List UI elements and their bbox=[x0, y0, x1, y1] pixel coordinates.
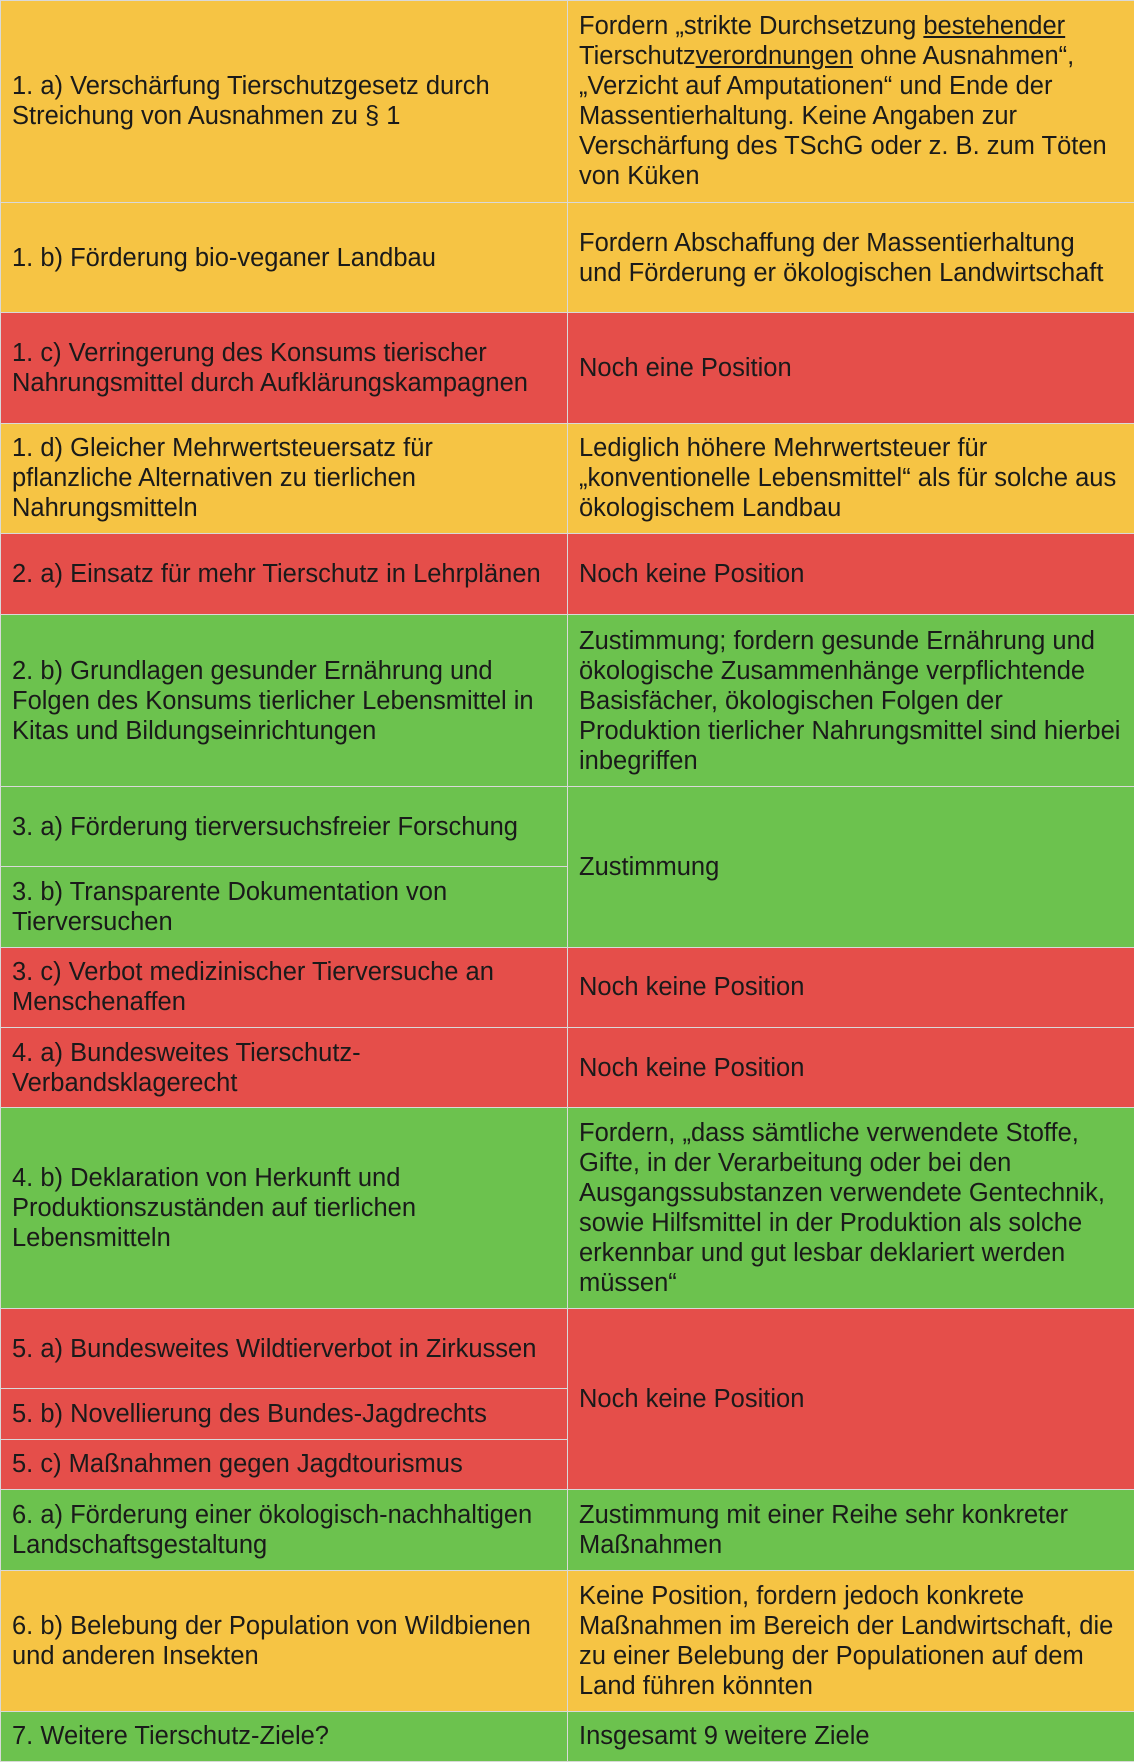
position-cell-4a: Noch keine Position bbox=[568, 1028, 1134, 1108]
goal-cell-6a: 6. a) Förderung einer ökologisch-nachhaltigen Landschaftsgestaltung bbox=[1, 1489, 568, 1570]
position-cell-7: Insgesamt 9 weitere Ziele bbox=[568, 1711, 1134, 1761]
goal-cell-3c: 3. c) Verbot medizinischer Tierversuche an Menschenaffen bbox=[1, 947, 568, 1027]
table-row bbox=[1, 615, 1134, 787]
position-cell-2a: Noch keine Position bbox=[568, 534, 1134, 615]
table-row bbox=[1, 1108, 1134, 1309]
goal-cell-2b: 2. b) Grundlagen gesunder Ernährung und Folgen des Konsums tierlicher Lebensmittel in Kitas und Bildungseinrichtungen bbox=[1, 615, 568, 787]
position-cell-5abc: Noch keine Position bbox=[568, 1309, 1134, 1490]
goal-cell-5a: 5. a) Bundesweites Wildtierverbot in Zirkussen bbox=[1, 1309, 568, 1389]
position-cell-4b: Fordern, „dass sämtliche verwendete Stoffe, Gifte, in der Verarbeitung oder bei den Ausgangssubstanzen verwendete Gentechnik, sowie Hilfsmittel in der Produktion als solche erkennbar und gut lesbar deklariert werden müssen“ bbox=[568, 1108, 1134, 1309]
goal-cell-1d: 1. d) Gleicher Mehrwertsteuersatz für pflanzliche Alternativen zu tierlichen Nahrungsmitteln bbox=[1, 423, 568, 533]
goal-cell-6b: 6. b) Belebung der Population von Wildbienen und anderen Insekten bbox=[1, 1571, 568, 1712]
goal-cell-3a: 3. a) Förderung tierversuchsfreier Forschung bbox=[1, 787, 568, 867]
position-cell-6b: Keine Position, fordern jedoch konkrete Maßnahmen im Bereich der Landwirtschaft, die zu einer Belebung der Populationen auf dem Land führen könnten bbox=[568, 1571, 1134, 1712]
goal-cell-3b: 3. b) Transparente Dokumentation von Tierversuchen bbox=[1, 867, 568, 947]
goal-cell-5c: 5. c) Maßnahmen gegen Jagdtourismus bbox=[1, 1439, 568, 1489]
position-cell-1a bbox=[568, 1, 1134, 203]
table-row bbox=[1, 1, 1134, 203]
table-row bbox=[1, 423, 1134, 533]
goal-cell-4a: 4. a) Bundesweites Tierschutz-Verbandsklagerecht bbox=[1, 1028, 568, 1108]
table-row bbox=[1, 313, 1134, 423]
table-row bbox=[1, 1028, 1134, 1108]
table-row bbox=[1, 1711, 1134, 1761]
position-cell-3c: Noch keine Position bbox=[568, 947, 1134, 1027]
table-row bbox=[1, 787, 1134, 867]
table-row bbox=[1, 1489, 1134, 1570]
table-row bbox=[1, 202, 1134, 312]
position-cell-2b: Zustimmung; fordern gesunde Ernährung und ökologische Zusammenhänge verpflichtende Basisfächer, ökologischen Folgen der Produktion tierlicher Nahrungsmittel sind hierbei inbegriffen bbox=[568, 615, 1134, 787]
table-row bbox=[1, 1309, 1134, 1389]
goal-cell-5b: 5. b) Novellierung des Bundes-Jagdrechts bbox=[1, 1389, 568, 1439]
goal-cell-7: 7. Weitere Tierschutz-Ziele? bbox=[1, 1711, 568, 1761]
position-cell-6a: Zustimmung mit einer Reihe sehr konkreter Maßnahmen bbox=[568, 1489, 1134, 1570]
position-text: Tierschutz bbox=[579, 42, 696, 71]
goal-cell-1b: 1. b) Förderung bio-veganer Landbau bbox=[1, 202, 568, 312]
underlined-text: verordnungen bbox=[695, 42, 854, 71]
table-row bbox=[1, 534, 1134, 615]
table-row bbox=[1, 1571, 1134, 1712]
goal-cell-1c: 1. c) Verringerung des Konsums tierischer Nahrungsmittel durch Aufklärungskampagnen bbox=[1, 313, 568, 423]
goal-cell-2a: 2. a) Einsatz für mehr Tierschutz in Lehrplänen bbox=[1, 534, 568, 615]
position-cell-1d: Lediglich höhere Mehrwertsteuer für „konventionelle Lebensmittel“ als für solche aus ökologischem Landbau bbox=[568, 423, 1134, 533]
position-cell-1c: Noch eine Position bbox=[568, 313, 1134, 423]
goal-cell-4b: 4. b) Deklaration von Herkunft und Produktionszuständen auf tierlichen Lebensmitteln bbox=[1, 1108, 568, 1309]
goal-cell-1a: 1. a) Verschärfung Tierschutzgesetz durch Streichung von Ausnahmen zu § 1 bbox=[1, 1, 568, 203]
position-text: Fordern „strikte Durchsetzung bbox=[579, 12, 924, 41]
position-cell-1b: Fordern Abschaffung der Massentierhaltung und Förderung er ökologischen Landwirtschaft bbox=[568, 202, 1134, 312]
table-row bbox=[1, 947, 1134, 1027]
position-text: ohne Ausnahmen“, „Verzicht auf Amputationen“ und Ende der Massentierhaltung. Keine Angaben zur Verschärfung des TSchG oder z. B. zum Töten von Küken bbox=[579, 42, 1107, 191]
underlined-text: bestehender bbox=[923, 12, 1066, 41]
position-cell-3ab: Zustimmung bbox=[568, 787, 1134, 948]
